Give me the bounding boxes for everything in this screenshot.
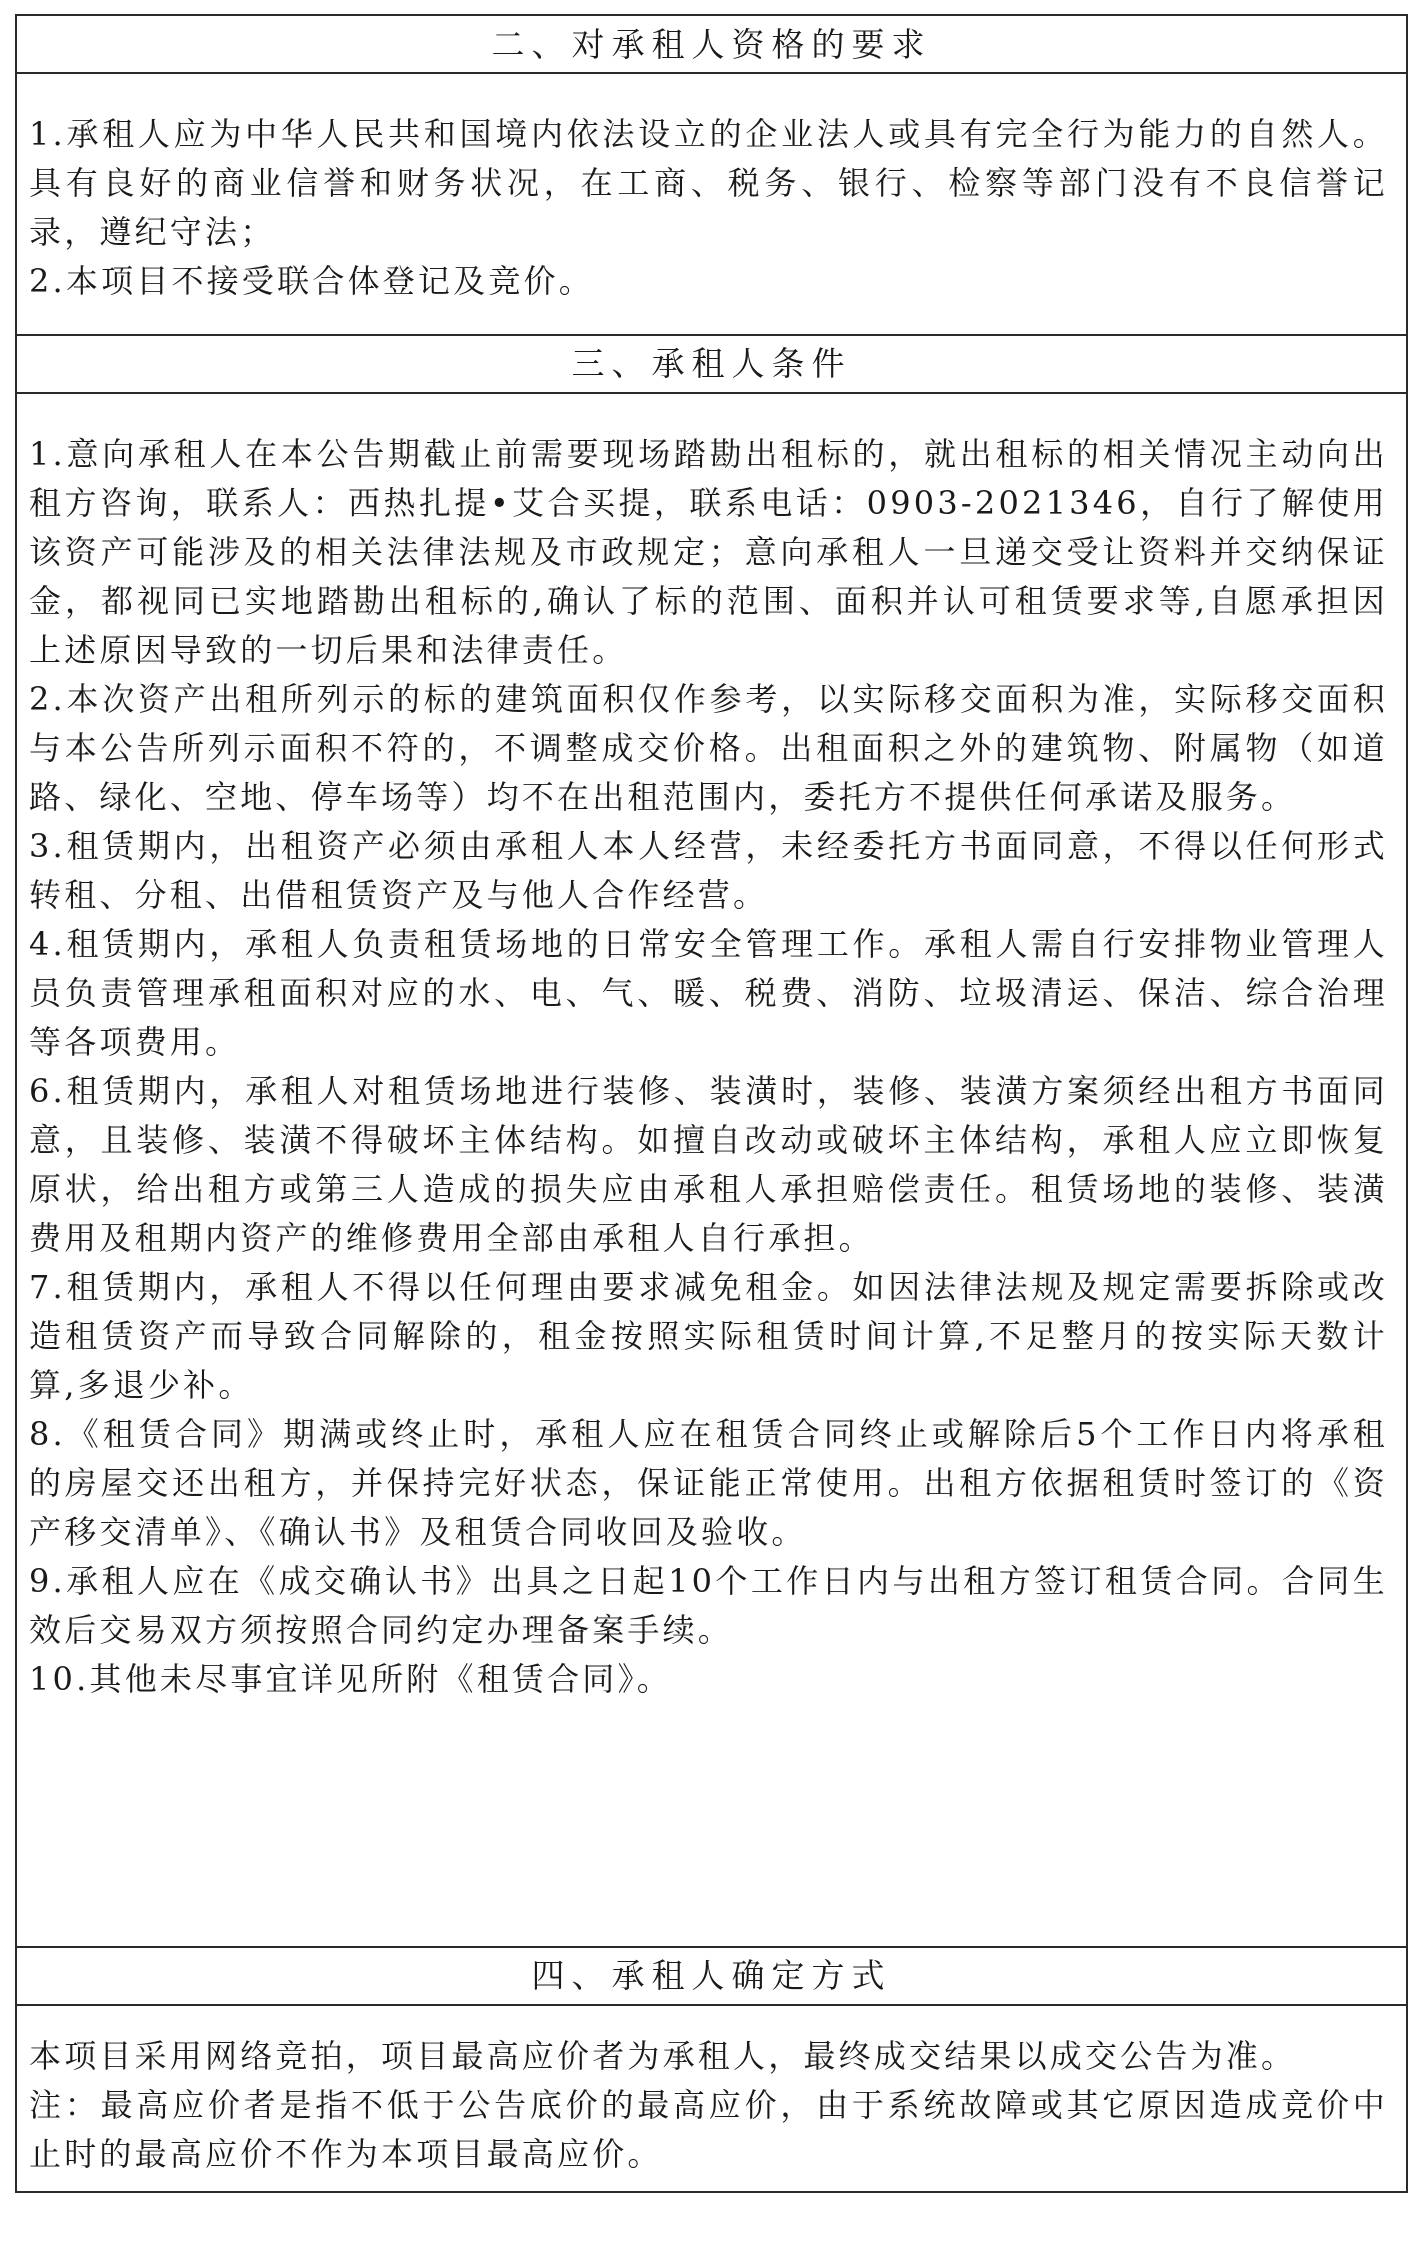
paragraph: 1.意向承租人在本公告期截止前需要现场踏勘出租标的，就出租标的相关情况主动向出租方咨询，联系人：西热扎提•艾合买提，联系电话：0903-2021346，自行了解使用该资产可能涉及的相关法律法规及市政规定；意向承租人一旦递交受让资料并交纳保证金，都视同已实地踏勘出租标的,确认了标的范围、面积并认可租赁要求等,自愿承担因上述原因导致的一切后果和法律责任。 — [29, 435, 1388, 669]
paragraph: 注：最高应价者是指不低于公告底价的最高应价，由于系统故障或其它原因造成竞价中止时的最高应价不作为本项目最高应价。 — [29, 2086, 1388, 2173]
section-title: 二、对承租人资格的要求 — [17, 16, 1406, 74]
paragraph: 7.租赁期内，承租人不得以任何理由要求减免租金。如因法律法规及规定需要拆除或改造租赁资产而导致合同解除的，租金按照实际租赁时间计算,不足整月的按实际天数计算,多退少补。 — [29, 1268, 1388, 1404]
section-body — [17, 74, 1406, 334]
section-lessee-qualification — [17, 16, 1406, 334]
section-lessee-determination — [17, 1946, 1406, 2255]
section-title: 四、承租人确定方式 — [17, 1948, 1406, 2006]
section-body — [17, 394, 1406, 1946]
section-title: 三、承租人条件 — [17, 336, 1406, 394]
paragraph: 10.其他未尽事宜详见所附《租赁合同》。 — [29, 1660, 672, 1698]
paragraph: 3.租赁期内，出租资产必须由承租人本人经营，未经委托方书面同意，不得以任何形式转租、分租、出借租赁资产及与他人合作经营。 — [29, 827, 1388, 914]
paragraph: 本项目采用网络竞拍，项目最高应价者为承租人，最终成交结果以成交公告为准。 — [29, 2037, 1297, 2075]
paragraph: 6.租赁期内，承租人对租赁场地进行装修、装潢时，装修、装潢方案须经出租方书面同意，且装修、装潢不得破坏主体结构。如擅自改动或破坏主体结构，承租人应立即恢复原状，给出租方或第三人造成的损失应由承租人承担赔偿责任。租赁场地的装修、装潢费用及租期内资产的维修费用全部由承租人自行承担。 — [29, 1072, 1388, 1257]
paragraph: 1.承租人应为中华人民共和国境内依法设立的企业法人或具有完全行为能力的自然人。具有良好的商业信誉和财务状况，在工商、税务、银行、检察等部门没有不良信誉记录，遵纪守法； — [29, 115, 1388, 251]
paragraph: 4.租赁期内，承租人负责租赁场地的日常安全管理工作。承租人需自行安排物业管理人员负责管理承租面积对应的水、电、气、暖、税费、消防、垃圾清运、保洁、综合治理等各项费用。 — [29, 925, 1388, 1061]
announcement-document — [15, 14, 1408, 2193]
paragraph: 9.承租人应在《成交确认书》出具之日起10个工作日内与出租方签订租赁合同。合同生效后交易双方须按照合同约定办理备案手续。 — [29, 1562, 1388, 1649]
section-lessee-conditions — [17, 334, 1406, 1946]
paragraph: 2.本次资产出租所列示的标的建筑面积仅作参考，以实际移交面积为准，实际移交面积与本公告所列示面积不符的，不调整成交价格。出租面积之外的建筑物、附属物（如道路、绿化、空地、停车场等）均不在出租范围内，委托方不提供任何承诺及服务。 — [29, 680, 1388, 816]
paragraph: 2.本项目不接受联合体登记及竞价。 — [29, 262, 594, 300]
section-body — [17, 2006, 1406, 2255]
paragraph: 8.《租赁合同》期满或终止时，承租人应在租赁合同终止或解除后5个工作日内将承租的房屋交还出租方，并保持完好状态，保证能正常使用。出租方依据租赁时签订的《资产移交清单》、《确认书》及租赁合同收回及验收。 — [29, 1415, 1388, 1551]
